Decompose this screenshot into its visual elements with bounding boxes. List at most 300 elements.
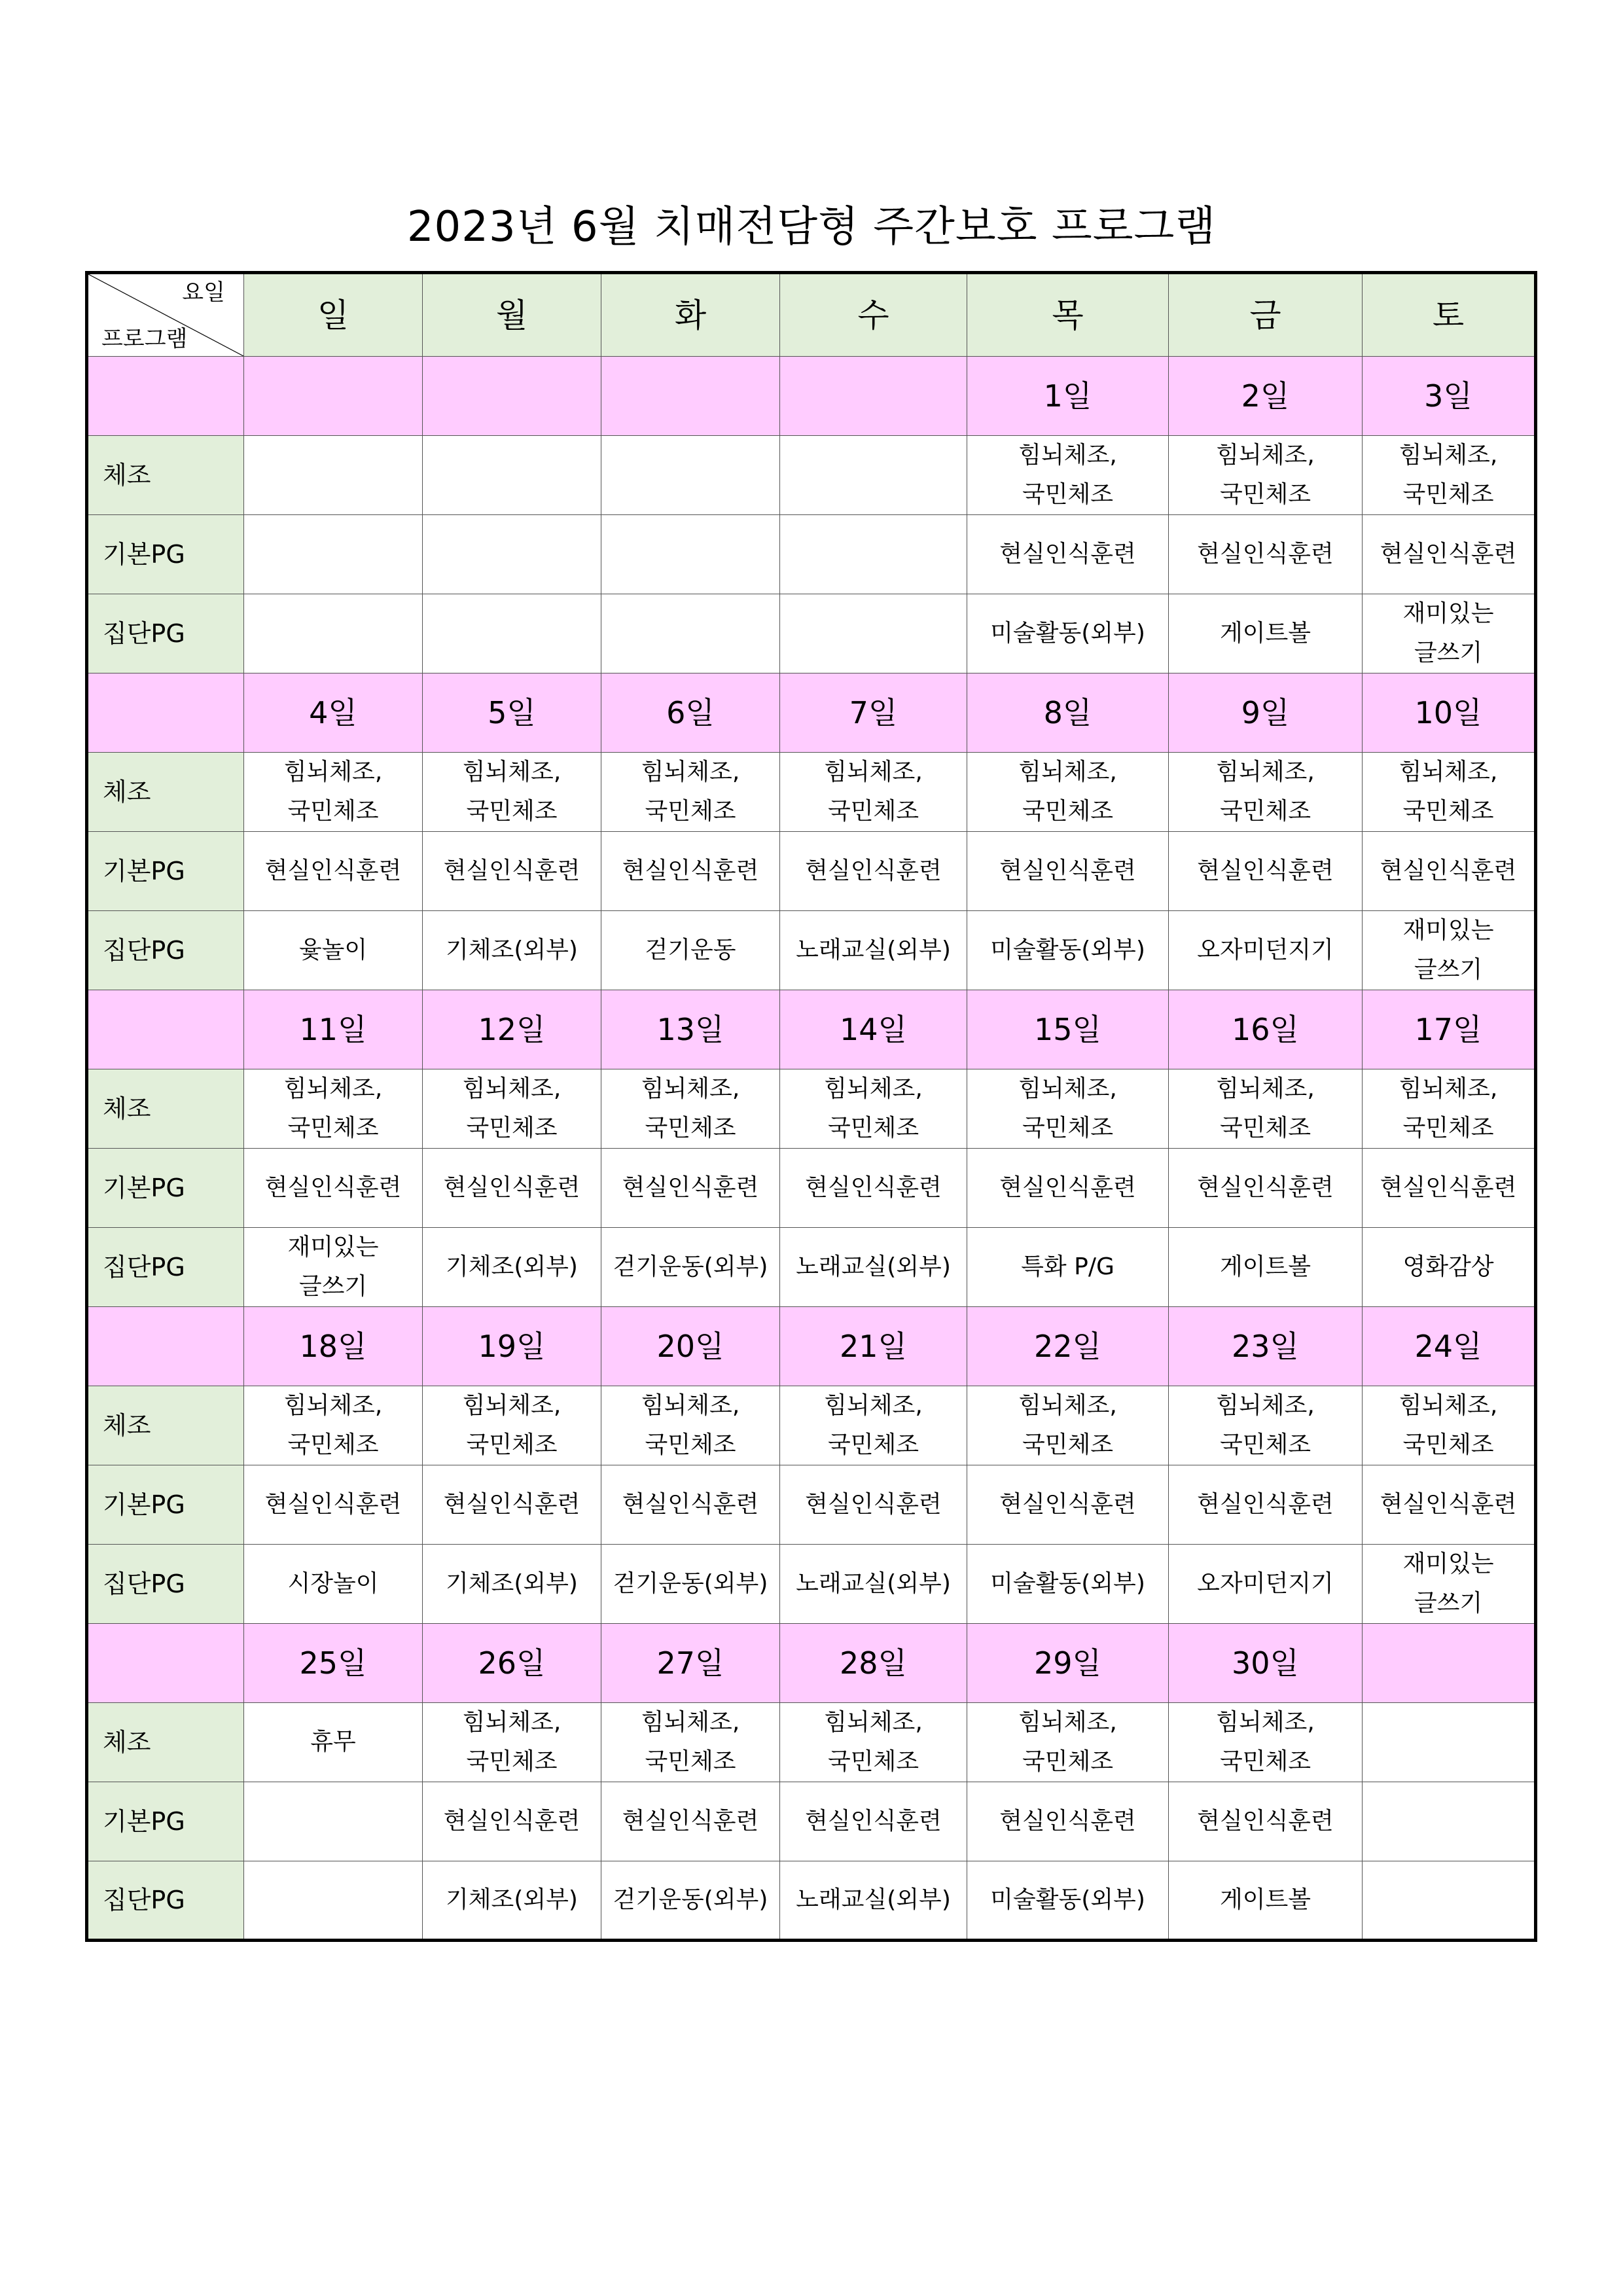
date-cell-text: 6일 [666,695,715,730]
exercise-cell-text: 힘뇌체조, 국민체조 [1018,1709,1117,1775]
basic-pg-cell-text: 현실인식훈련 [622,1174,759,1201]
group-pg-cell-text: 기체조(외부) [446,937,578,963]
date-cell [244,357,423,436]
date-cell [967,1307,1169,1386]
basic-pg-cell [601,515,780,594]
week-4-group-pg-row [87,1545,1536,1624]
row-label-basic-pg: 기본PG [87,1465,244,1545]
date-cell-text: 25일 [299,1645,367,1681]
basic-pg-cell-text: 현실인식훈련 [1380,857,1517,884]
basic-pg-cell [423,1149,601,1228]
exercise-cell [1169,436,1363,515]
group-pg-cell-text: 미술활동(외부) [990,1570,1145,1597]
basic-pg-cell-text: 현실인식훈련 [999,1491,1136,1518]
week-3-basic-pg-row [87,1149,1536,1228]
date-cell [1169,1307,1363,1386]
row-label-exercise: 체조 [87,753,244,832]
basic-pg-cell-text: 현실인식훈련 [1380,1491,1517,1518]
basic-pg-cell-text: 현실인식훈련 [443,1808,580,1835]
exercise-cell-text: 힘뇌체조, 국민체조 [283,759,383,825]
group-pg-cell [601,911,780,990]
exercise-cell [601,436,780,515]
group-pg-cell-text: 오자미던지기 [1197,1570,1334,1597]
group-pg-cell [967,1545,1169,1624]
exercise-cell [1169,1386,1363,1465]
date-cell [780,1624,967,1703]
group-pg-cell-text: 기체조(외부) [446,1886,578,1913]
group-pg-cell-text: 걷기운동(외부) [613,1886,768,1913]
exercise-cell [780,1386,967,1465]
group-pg-cell [780,911,967,990]
basic-pg-cell [1363,1782,1536,1861]
basic-pg-cell [967,515,1169,594]
basic-pg-cell-text: 현실인식훈련 [1197,1808,1334,1835]
basic-pg-cell [1169,832,1363,911]
basic-pg-cell [780,1782,967,1861]
row-label-empty [87,1624,244,1703]
date-cell-text: 29일 [1034,1645,1101,1681]
date-cell [1363,1307,1536,1386]
exercise-cell [780,1703,967,1782]
basic-pg-cell-text: 현실인식훈련 [443,1491,580,1518]
exercise-cell-text: 힘뇌체조, 국민체조 [1018,442,1117,508]
date-cell-text: 22일 [1034,1329,1101,1364]
basic-pg-cell [601,1149,780,1228]
week-4-date-row [87,1307,1536,1386]
exercise-cell-text: 힘뇌체조, 국민체조 [1399,759,1498,825]
exercise-cell-text: 힘뇌체조, 국민체조 [824,1075,923,1141]
group-pg-cell [1363,1545,1536,1624]
date-cell [423,673,601,753]
basic-pg-cell [967,1149,1169,1228]
date-cell [244,1624,423,1703]
basic-pg-cell [601,1782,780,1861]
basic-pg-cell-text: 현실인식훈련 [264,857,402,884]
basic-pg-cell-text: 현실인식훈련 [443,857,580,884]
exercise-cell-text: 힘뇌체조, 국민체조 [462,1392,562,1458]
row-label-exercise: 체조 [87,1703,244,1782]
date-cell [967,673,1169,753]
group-pg-cell [244,594,423,673]
date-cell [423,990,601,1069]
exercise-cell-text: 힘뇌체조, 국민체조 [641,759,740,825]
exercise-cell [423,1069,601,1149]
exercise-cell-text: 휴무 [310,1729,356,1755]
row-label-basic-pg: 기본PG [87,515,244,594]
basic-pg-cell-text: 현실인식훈련 [443,1174,580,1201]
week-5-group-pg-row [87,1861,1536,1941]
exercise-cell [423,1386,601,1465]
date-cell-text: 14일 [840,1012,907,1047]
date-cell-text: 3일 [1424,378,1472,414]
week-2-exercise-row [87,753,1536,832]
row-label-basic-pg: 기본PG [87,832,244,911]
basic-pg-cell [1169,1782,1363,1861]
exercise-cell [1169,1069,1363,1149]
basic-pg-cell-text: 현실인식훈련 [1197,857,1334,884]
date-cell-text: 11일 [299,1012,367,1047]
exercise-cell-text: 힘뇌체조, 국민체조 [1216,442,1315,508]
exercise-cell-text: 힘뇌체조, 국민체조 [1216,759,1315,825]
date-cell [423,1624,601,1703]
basic-pg-cell-text: 현실인식훈련 [999,857,1136,884]
date-cell-text: 19일 [478,1329,546,1364]
group-pg-cell-text: 기체조(외부) [446,1253,578,1280]
week-5-basic-pg-row [87,1782,1536,1861]
date-cell [1363,990,1536,1069]
row-label-empty [87,357,244,436]
group-pg-cell [423,911,601,990]
date-cell [780,990,967,1069]
basic-pg-cell-text: 현실인식훈련 [622,1808,759,1835]
basic-pg-cell-text: 현실인식훈련 [1380,1174,1517,1201]
exercise-cell [244,1069,423,1149]
group-pg-cell-text: 윷놀이 [298,937,368,963]
basic-pg-cell [1169,515,1363,594]
group-pg-cell [423,1545,601,1624]
basic-pg-cell [423,1465,601,1545]
date-cell-text: 2일 [1241,378,1290,414]
exercise-cell [244,1703,423,1782]
basic-pg-cell-text: 현실인식훈련 [999,1174,1136,1201]
basic-pg-cell [1169,1149,1363,1228]
basic-pg-cell-text: 현실인식훈련 [264,1174,402,1201]
date-cell [967,1624,1169,1703]
group-pg-cell-text: 걷기운동(외부) [613,1570,768,1597]
group-pg-cell-text: 게이트볼 [1219,1886,1311,1913]
exercise-cell [780,753,967,832]
exercise-cell-text: 힘뇌체조, 국민체조 [1399,1392,1498,1458]
corner-label-day: 요일 [182,279,225,306]
week-1-basic-pg-row [87,515,1536,594]
group-pg-cell [244,1228,423,1307]
exercise-cell [1363,1386,1536,1465]
basic-pg-cell-text: 현실인식훈련 [805,1808,942,1835]
group-pg-cell-text: 걷기운동 [645,937,736,963]
basic-pg-cell [244,1149,423,1228]
row-label-exercise: 체조 [87,436,244,515]
header-row [87,273,1536,357]
date-cell-text: 9일 [1241,695,1290,730]
exercise-cell [423,436,601,515]
group-pg-cell-text: 노래교실(외부) [796,1253,951,1280]
basic-pg-cell [780,1149,967,1228]
group-pg-cell-text: 게이트볼 [1219,620,1311,647]
date-cell-text: 21일 [840,1329,907,1364]
exercise-cell [967,1386,1169,1465]
week-2-date-row [87,673,1536,753]
basic-pg-cell-text: 현실인식훈련 [805,857,942,884]
exercise-cell [1363,1703,1536,1782]
week-4-basic-pg-row [87,1465,1536,1545]
week-1-exercise-row [87,436,1536,515]
day-header-sun: 일 [244,273,423,357]
week-3-group-pg-row [87,1228,1536,1307]
group-pg-cell-text: 걷기운동(외부) [613,1253,768,1280]
group-pg-cell [244,1545,423,1624]
basic-pg-cell [967,832,1169,911]
week-2-basic-pg-row [87,832,1536,911]
group-pg-cell [780,1545,967,1624]
basic-pg-cell [1169,1465,1363,1545]
day-header-mon: 월 [423,273,601,357]
exercise-cell-text: 힘뇌체조, 국민체조 [283,1075,383,1141]
date-cell-text: 13일 [656,1012,724,1047]
basic-pg-cell-text: 현실인식훈련 [1197,541,1334,567]
exercise-cell [601,1386,780,1465]
exercise-cell-text: 힘뇌체조, 국민체조 [1216,1392,1315,1458]
exercise-cell [423,753,601,832]
basic-pg-cell [780,832,967,911]
group-pg-cell [780,594,967,673]
group-pg-cell [601,1861,780,1941]
exercise-cell [601,753,780,832]
exercise-cell [780,436,967,515]
week-1-group-pg-row [87,594,1536,673]
exercise-cell-text: 힘뇌체조, 국민체조 [824,1709,923,1775]
group-pg-cell [780,1228,967,1307]
row-label-group-pg: 집단PG [87,1228,244,1307]
group-pg-cell [601,594,780,673]
exercise-cell-text: 힘뇌체조, 국민체조 [1018,1075,1117,1141]
exercise-cell [967,753,1169,832]
date-cell-text: 7일 [849,695,898,730]
corner-label-program: 프로그램 [101,326,188,352]
basic-pg-cell [601,832,780,911]
date-cell [1169,357,1363,436]
date-cell-text: 17일 [1414,1012,1482,1047]
date-cell-text: 8일 [1043,695,1092,730]
group-pg-cell [1169,1861,1363,1941]
group-pg-cell-text: 재미있는 글쓰기 [1402,1551,1494,1617]
date-cell-text: 5일 [488,695,536,730]
date-cell-text: 26일 [478,1645,546,1681]
date-cell-text: 10일 [1414,695,1482,730]
group-pg-cell [423,1228,601,1307]
exercise-cell-text: 힘뇌체조, 국민체조 [1018,1392,1117,1458]
exercise-cell [1169,753,1363,832]
date-cell [423,357,601,436]
row-label-group-pg: 집단PG [87,1545,244,1624]
group-pg-cell [601,1228,780,1307]
group-pg-cell [1363,1861,1536,1941]
exercise-cell [423,1703,601,1782]
date-cell-text: 23일 [1232,1329,1299,1364]
exercise-cell-text: 힘뇌체조, 국민체조 [1399,1075,1498,1141]
group-pg-cell-text: 특화 P/G [1021,1253,1115,1280]
day-header-wed: 수 [780,273,967,357]
exercise-cell-text: 힘뇌체조, 국민체조 [1216,1709,1315,1775]
group-pg-cell [967,1861,1169,1941]
date-cell [601,1624,780,1703]
basic-pg-cell [244,1782,423,1861]
group-pg-cell [1169,911,1363,990]
basic-pg-cell-text: 현실인식훈련 [999,541,1136,567]
exercise-cell-text: 힘뇌체조, 국민체조 [824,1392,923,1458]
date-cell-text: 15일 [1034,1012,1101,1047]
date-cell [601,1307,780,1386]
date-cell [1169,673,1363,753]
row-label-group-pg: 집단PG [87,594,244,673]
date-cell [967,357,1169,436]
group-pg-cell [967,594,1169,673]
group-pg-cell [1169,1228,1363,1307]
group-pg-cell [1363,911,1536,990]
exercise-cell [780,1069,967,1149]
basic-pg-cell-text: 현실인식훈련 [622,857,759,884]
row-label-exercise: 체조 [87,1386,244,1465]
row-label-basic-pg: 기본PG [87,1149,244,1228]
exercise-cell [967,436,1169,515]
date-cell [244,673,423,753]
exercise-cell-text: 힘뇌체조, 국민체조 [462,759,562,825]
exercise-cell-text: 힘뇌체조, 국민체조 [641,1392,740,1458]
exercise-cell [244,753,423,832]
group-pg-cell [780,1861,967,1941]
group-pg-cell [967,1228,1169,1307]
exercise-cell-text: 힘뇌체조, 국민체조 [462,1709,562,1775]
day-header-tue: 화 [601,273,780,357]
group-pg-cell [1169,1545,1363,1624]
exercise-cell-text: 힘뇌체조, 국민체조 [641,1709,740,1775]
row-label-empty [87,1307,244,1386]
basic-pg-cell-text: 현실인식훈련 [1197,1174,1334,1201]
group-pg-cell-text: 미술활동(외부) [990,1886,1145,1913]
group-pg-cell [967,911,1169,990]
date-cell [780,1307,967,1386]
group-pg-cell-text: 재미있는 글쓰기 [1402,917,1494,983]
row-label-exercise: 체조 [87,1069,244,1149]
group-pg-cell [244,1861,423,1941]
date-cell-text: 18일 [299,1329,367,1364]
exercise-cell [1363,753,1536,832]
exercise-cell-text: 힘뇌체조, 국민체조 [1216,1075,1315,1141]
basic-pg-cell [780,515,967,594]
basic-pg-cell [967,1782,1169,1861]
week-5-date-row [87,1624,1536,1703]
exercise-cell [244,1386,423,1465]
day-header-thu: 목 [967,273,1169,357]
week-1-date-row [87,357,1536,436]
group-pg-cell-text: 미술활동(외부) [990,620,1145,647]
row-label-group-pg: 집단PG [87,911,244,990]
exercise-cell [601,1069,780,1149]
group-pg-cell-text: 노래교실(외부) [796,1886,951,1913]
group-pg-cell [1169,594,1363,673]
date-cell [780,357,967,436]
basic-pg-cell [1363,1465,1536,1545]
date-cell [1169,990,1363,1069]
exercise-cell [967,1703,1169,1782]
date-cell [1363,673,1536,753]
basic-pg-cell [1363,1149,1536,1228]
date-cell [1363,1624,1536,1703]
exercise-cell-text: 힘뇌체조, 국민체조 [283,1392,383,1458]
week-2-group-pg-row [87,911,1536,990]
basic-pg-cell-text: 현실인식훈련 [264,1491,402,1518]
date-cell [780,673,967,753]
group-pg-cell [1363,594,1536,673]
date-cell [601,673,780,753]
exercise-cell [1169,1703,1363,1782]
day-header-fri: 금 [1169,273,1363,357]
group-pg-cell [601,1545,780,1624]
exercise-cell [601,1703,780,1782]
date-cell-text: 1일 [1043,378,1092,414]
exercise-cell-text: 힘뇌체조, 국민체조 [824,759,923,825]
exercise-cell [1363,1069,1536,1149]
basic-pg-cell [423,515,601,594]
date-cell-text: 27일 [656,1645,724,1681]
basic-pg-cell [780,1465,967,1545]
date-cell [601,990,780,1069]
day-header-sat: 토 [1363,273,1536,357]
week-4-exercise-row [87,1386,1536,1465]
group-pg-cell-text: 게이트볼 [1219,1253,1311,1280]
exercise-cell-text: 힘뇌체조, 국민체조 [1018,759,1117,825]
basic-pg-cell-text: 현실인식훈련 [805,1491,942,1518]
date-cell [967,990,1169,1069]
exercise-cell-text: 힘뇌체조, 국민체조 [1399,442,1498,508]
group-pg-cell-text: 재미있는 글쓰기 [287,1234,379,1300]
group-pg-cell [1363,1228,1536,1307]
date-cell [244,1307,423,1386]
page-title: 2023년 6월 치매전담형 주간보호 프로그램 [406,203,1217,251]
group-pg-cell-text: 영화감상 [1402,1253,1494,1280]
date-cell-text: 24일 [1414,1329,1482,1364]
basic-pg-cell [1363,515,1536,594]
exercise-cell-text: 힘뇌체조, 국민체조 [462,1075,562,1141]
week-5-exercise-row [87,1703,1536,1782]
basic-pg-cell [1363,832,1536,911]
date-cell-text: 12일 [478,1012,546,1047]
row-label-group-pg: 집단PG [87,1861,244,1941]
group-pg-cell-text: 기체조(외부) [446,1570,578,1597]
basic-pg-cell [244,1465,423,1545]
group-pg-cell-text: 오자미던지기 [1197,937,1334,963]
basic-pg-cell-text: 현실인식훈련 [1197,1491,1334,1518]
date-cell-text: 20일 [656,1329,724,1364]
week-3-exercise-row [87,1069,1536,1149]
basic-pg-cell-text: 현실인식훈련 [805,1174,942,1201]
date-cell-text: 4일 [309,695,357,730]
group-pg-cell-text: 재미있는 글쓰기 [1402,600,1494,666]
basic-pg-cell [423,832,601,911]
row-label-empty [87,673,244,753]
date-cell-text: 28일 [840,1645,907,1681]
date-cell [244,990,423,1069]
group-pg-cell [244,911,423,990]
exercise-cell [244,436,423,515]
week-3-date-row [87,990,1536,1069]
basic-pg-cell-text: 현실인식훈련 [622,1491,759,1518]
schedule-table [85,271,1537,1942]
row-label-basic-pg: 기본PG [87,1782,244,1861]
date-cell-text: 16일 [1232,1012,1299,1047]
group-pg-cell-text: 미술활동(외부) [990,937,1145,963]
group-pg-cell-text: 시장놀이 [287,1570,379,1597]
basic-pg-cell [244,832,423,911]
exercise-cell-text: 힘뇌체조, 국민체조 [641,1075,740,1141]
basic-pg-cell [601,1465,780,1545]
date-cell [1169,1624,1363,1703]
exercise-cell [1363,436,1536,515]
basic-pg-cell-text: 현실인식훈련 [999,1808,1136,1835]
corner-cell [87,273,244,357]
group-pg-cell-text: 노래교실(외부) [796,1570,951,1597]
basic-pg-cell-text: 현실인식훈련 [1380,541,1517,567]
date-cell [1363,357,1536,436]
